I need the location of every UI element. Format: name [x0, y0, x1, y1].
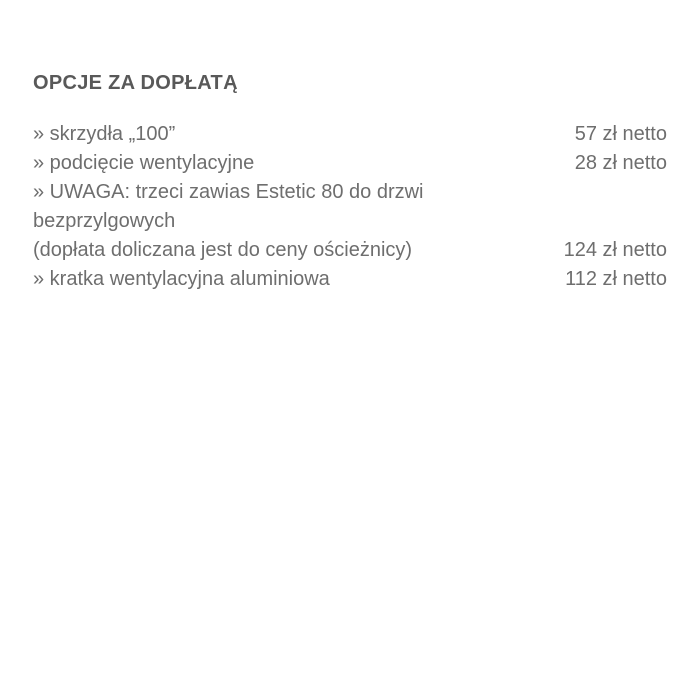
- option-price: 28 zł netto: [574, 152, 667, 174]
- option-label: » podcięcie wentylacyjne: [33, 152, 255, 174]
- option-label: (dopłata doliczana jest do ceny ościeżnicy): [33, 239, 413, 261]
- option-price: 124 zł netto: [563, 239, 667, 261]
- option-price: 57 zł netto: [574, 123, 667, 145]
- price-row: [33, 178, 667, 236]
- price-list: [33, 120, 667, 294]
- price-row: [33, 149, 667, 178]
- price-row: [33, 265, 667, 294]
- option-label: » skrzydła „100”: [33, 123, 176, 145]
- option-price: 112 zł netto: [565, 268, 667, 290]
- price-row: [33, 120, 667, 149]
- price-row: [33, 236, 667, 265]
- option-label: » kratka wentylacyjna aluminiowa: [33, 268, 330, 290]
- section-heading: OPCJE ZA DOPŁATĄ: [33, 72, 238, 94]
- option-label: » UWAGA: trzeci zawias Estetic 80 do drzwi bezprzylgowych: [33, 181, 424, 232]
